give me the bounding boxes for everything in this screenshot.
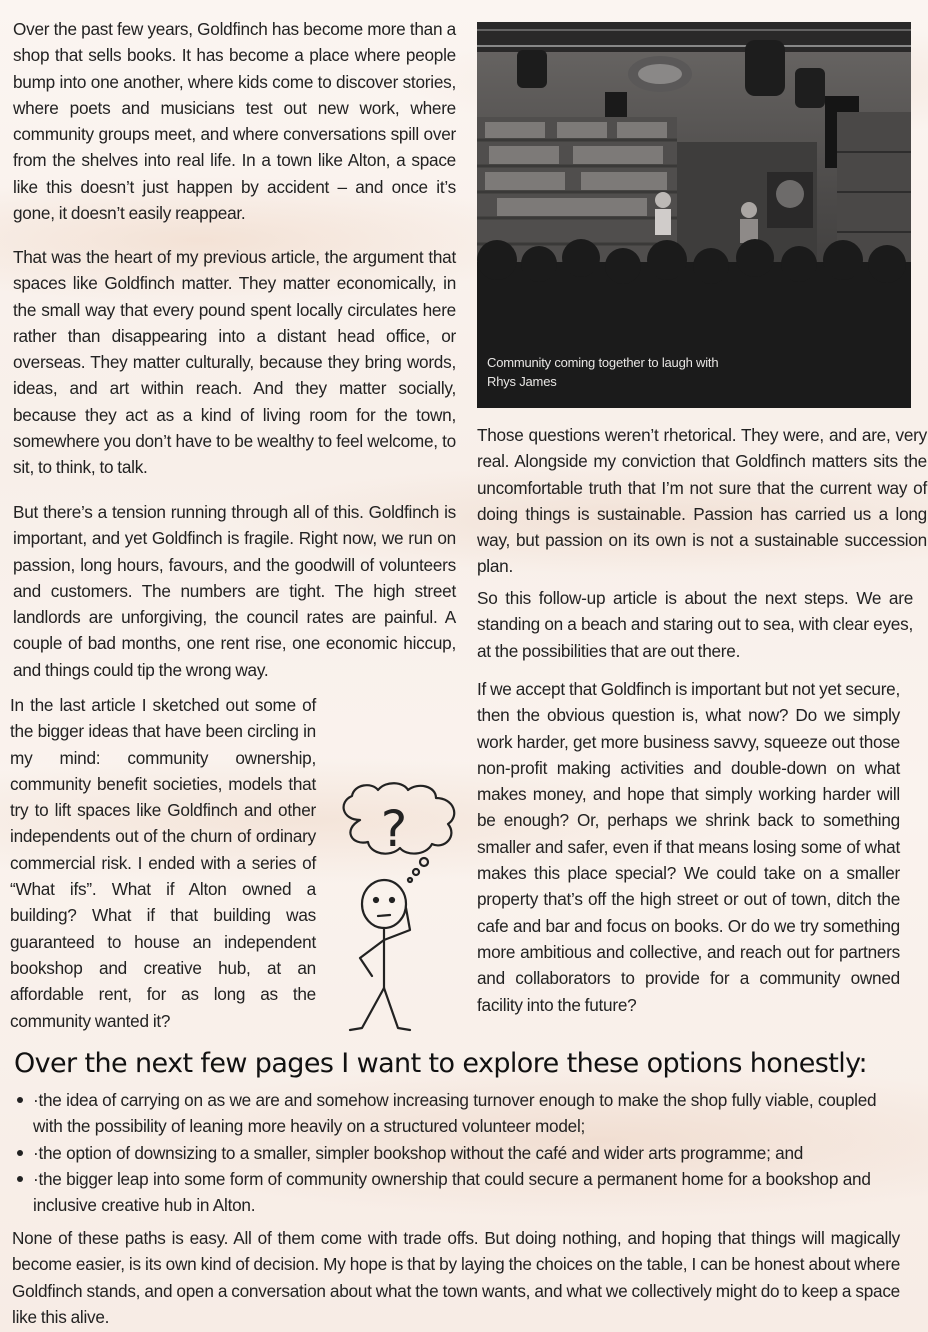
photo-caption: Community coming together to laugh with Rhys James — [487, 355, 719, 389]
what-ifs-paragraph: In the last article I sketched out some of the bigger ideas that have been circling in my mind: community ownership, community benefit societies, models that try to lift spaces like Goldfinch and other independents out of the churn of ordinary commercial risk. I ended with a series of “What ifs”. What if Alton owned a building? What if that building was guaranteed to house an independent bookshop and creative hub, at an affordable rent, for as long as the community wanted it? — [10, 695, 316, 1031]
options-list — [13, 1087, 893, 1218]
event-photo-illustration — [477, 22, 911, 408]
conclusion-paragraph: None of these paths is easy. All of them come with trade offs. But doing nothing, and hoping that things will magically become easier, is its own kind of decision. My hope is that by laying the choices on the table, I can be honest about where Goldfinch stands, and open a conversation about what the town wants, and what we collectively might do to keep a space like this alive. — [12, 1228, 900, 1327]
event-photo — [477, 22, 911, 408]
what-now-paragraph: If we accept that Goldfinch is important but not yet secure, then the obvious question is, what now? Do we simply work harder, get more business savvy, squeeze out those non-profit making activities and double-down on what makes money, and hope that simply working harder will be enough? Or, perhaps we shrink back to something smaller and safer, even if that means losing some of what makes this place special? We could take on a smaller property that’s off the high street or out of town, ditch the cafe and bar and focus on books. Or do we try something more ambitious and collective, and reach out for partners and collaborators to provide for a community owned facility into the future? — [477, 679, 900, 1015]
option-community-ownership: ·the bigger leap into some form of community ownership that could secure a permanent home for a bookshop and inclusive creative hub in Alton. — [33, 1168, 871, 1216]
intro-paragraph: Over the past few years, Goldfinch has become more than a shop that sells books. It has become a place where people bump into one another, where kids come to discover stories, where poets and musicians test out new work, where community groups meet, and where conversations spill over from the shelves into real life. In a town like Alton, a space like this doesn’t just happen by accident – and once it’s gone, it doesn’t easily reappear. — [13, 19, 456, 224]
next-steps-paragraph: So this follow-up article is about the next steps. We are standing on a beach and staring out to sea, with clear eyes, at the possibilities that are out there. — [477, 588, 913, 661]
list-item — [13, 1166, 893, 1219]
question-mark: ? — [380, 800, 408, 858]
questions-paragraph: Those questions weren’t rhetorical. They were, and are, very real. Alongside my conviction that Goldfinch matters sits the uncomfortable truth that I’m not sure that the current way of doing things is sustainable. Passion has carried us a long way, but passion on its own is not a sustainable succession plan. — [477, 425, 927, 577]
option-downsize: ·the option of downsizing to a smaller, simpler bookshop without the café and wider arts programme; and — [33, 1142, 804, 1163]
options-heading: Over the next few pages I want to explore these options honestly: — [14, 1048, 868, 1079]
list-item — [13, 1087, 893, 1140]
previous-article-paragraph: That was the heart of my previous article, the argument that spaces like Goldfinch matter. They matter economically, in the small way that every pound spent locally circulates here rather than disappearing into a distant head office, or overseas. They matter culturally, because they bring words, ideas, and art within reach. And they matter socially, because they act as a kind of living room for the town, somewhere you don’t have to be wealthy to feel welcome, to sit, to think, to talk. — [13, 247, 456, 478]
thought-bubble-illustration — [332, 780, 472, 1036]
bullet-icon — [17, 1176, 23, 1182]
bullet-icon — [17, 1097, 23, 1103]
option-carry-on: ·the idea of carrying on as we are and somehow increasing turnover enough to make the shop fully viable, coupled with the possibility of leaning more heavily on a structured volunteer model; — [33, 1090, 877, 1137]
thinking-stick-figure — [332, 780, 472, 1036]
list-item — [13, 1140, 893, 1166]
tension-paragraph: But there’s a tension running through all of this. Goldfinch is important, and yet Goldfinch is fragile. Right now, we run on passion, long hours, favours, and the goodwill of volunteers and customers. The numbers are tight. The high street landlords are unforgiving, the council rates are painful. A couple of bad months, one rent rise, one economic hiccup, and things could tip the wrong way. — [13, 502, 456, 680]
bullet-icon — [17, 1150, 23, 1156]
